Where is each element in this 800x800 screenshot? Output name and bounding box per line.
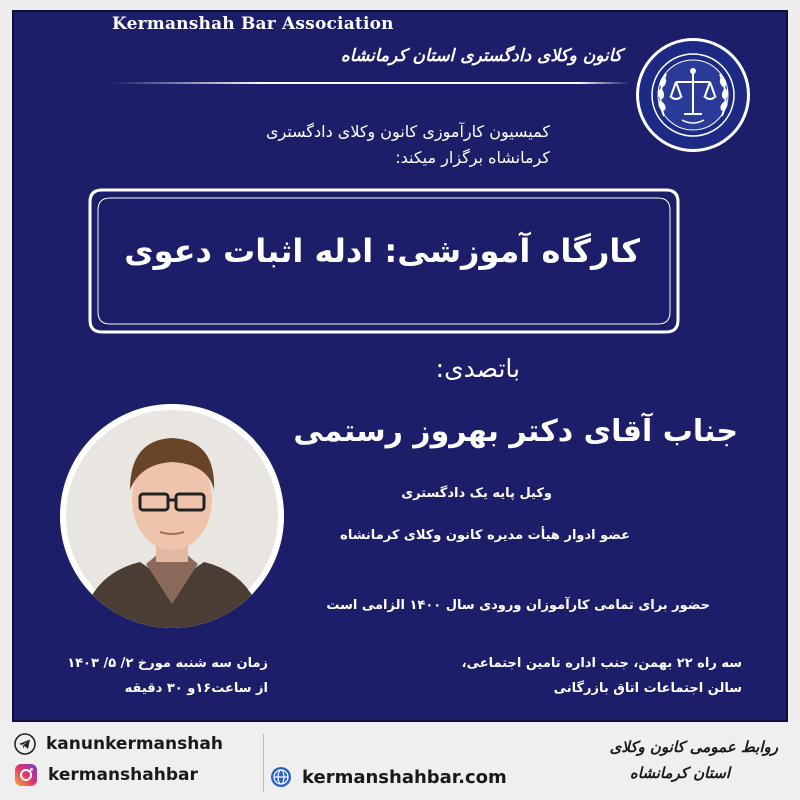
website-url: kermanshahbar.com — [302, 766, 507, 788]
globe-icon — [270, 766, 292, 788]
bar-association-seal — [634, 36, 752, 154]
speaker-credential-1: وکیل پایه یک دادگستری — [401, 486, 552, 501]
telegram-icon — [14, 733, 36, 755]
instagram-icon — [14, 763, 38, 787]
footer-divider — [263, 734, 264, 792]
instagram-link[interactable] — [14, 763, 198, 787]
public-relations-line-2: استان کرمانشاه — [629, 764, 730, 782]
telegram-handle: kanunkermanshah — [46, 734, 223, 754]
org-name-fa: کانون وکلای دادگستری استان کرمانشاه — [340, 46, 622, 66]
website-link[interactable] — [270, 766, 507, 788]
public-relations-line-1: روابط عمومی کانون وکلای — [609, 738, 778, 756]
attendance-notice: حضور برای تمامی کارآموزان ورودی سال ۱۴۰۰ الزامی است — [326, 598, 710, 613]
host-line-2: کرمانشاه برگزار میکند: — [395, 148, 550, 167]
event-venue: سالن اجتماعات اتاق بازرگانی — [553, 681, 742, 696]
with-label: باتصدی: — [435, 354, 520, 383]
speaker-credential-2: عضو ادوار هیأت مدیره کانون وکلای کرمانشاه — [340, 528, 630, 543]
telegram-link[interactable] — [14, 733, 223, 755]
speaker-photo — [60, 404, 284, 628]
header-rule — [110, 82, 630, 84]
speaker-name: جناب آقای دکتر بهروز رستمی — [293, 414, 738, 449]
event-address: سه راه ۲۲ بهمن، جنب اداره تامین اجتماعی، — [461, 656, 742, 671]
host-line-1: کمیسیون کارآموزی کانون وکلای دادگستری — [265, 122, 550, 141]
event-time: از ساعت۱۶و ۳۰ دقیقه — [124, 681, 268, 696]
event-date: زمان سه شنبه مورخ ۲/ ۵/ ۱۴۰۳ — [67, 656, 268, 671]
instagram-handle: kermanshahbar — [48, 765, 198, 785]
org-name-en: Kermanshah Bar Association — [112, 14, 394, 34]
event-title: کارگاه آموزشی: ادله اثبات دعوی — [124, 232, 640, 270]
